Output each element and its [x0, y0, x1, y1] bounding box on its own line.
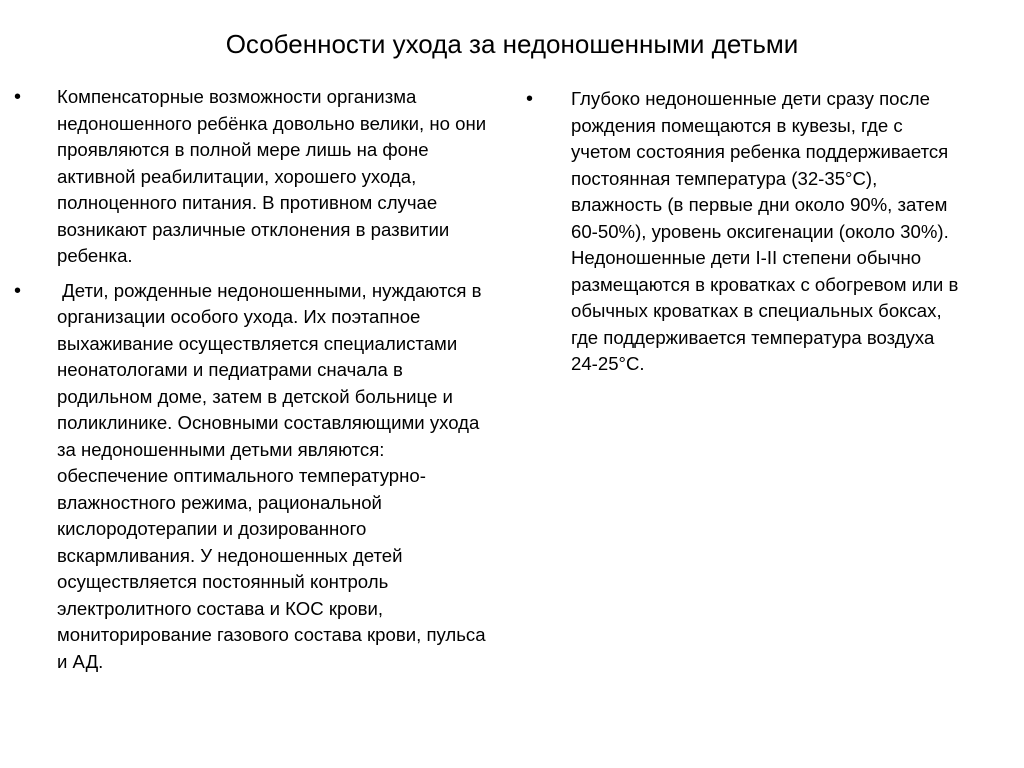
list-item	[14, 84, 496, 270]
slide-title: Особенности ухода за недоношенными детьми	[225, 29, 799, 59]
left-bullet-list	[14, 84, 496, 675]
left-column	[14, 84, 496, 683]
bullet-icon: •	[526, 88, 534, 110]
bullet-icon: •	[14, 279, 22, 302]
bullet-text: Дети, рожденные недоношенными, нуждаются в организации особого ухода. Их поэтапное выхаживание осуществляется специалистами неонатологами и педиатрами сначала в родильном доме, затем в детской больнице и поликлинике. Основными составляющими ухода за недоношенными детьми являются: обеспечение оптимального температурно-влажностного режима, рациональной кислородотерапии и дозированного вскармливания. У недоношенных детей осуществляется постоянный контроль электролитного состава и КОС крови, мониторирование газового состава крови, пульса и АД.	[57, 279, 491, 672]
bullet-icon: •	[14, 86, 22, 108]
bullet-text: Глубоко недоношенные дети сразу после рождения помещаются в кувезы, где с учетом состояния ребенка поддерживается постоянная температура (32-35°С), влажность (в первые дни около 90%, затем 60-50%), уровень оксигенации (около 30%). Недоношенные дети I-II степени обычно размещаются в кроватках с обогревом или в обычных кроватках в специальных боксах, где поддерживается температура воздуха 24-25°С.	[571, 88, 959, 374]
list-item	[14, 278, 496, 676]
bullet-text: Компенсаторные возможности организма недоношенного ребёнка довольно велики, но они проявляются в полной мере лишь на фоне активной реабилитации, хорошего ухода, полноценного питания. В противном случае возникают различные отклонения в развитии ребенка.	[57, 86, 487, 266]
right-column	[526, 86, 966, 386]
right-bullet-list	[526, 86, 966, 378]
list-item	[526, 86, 966, 378]
